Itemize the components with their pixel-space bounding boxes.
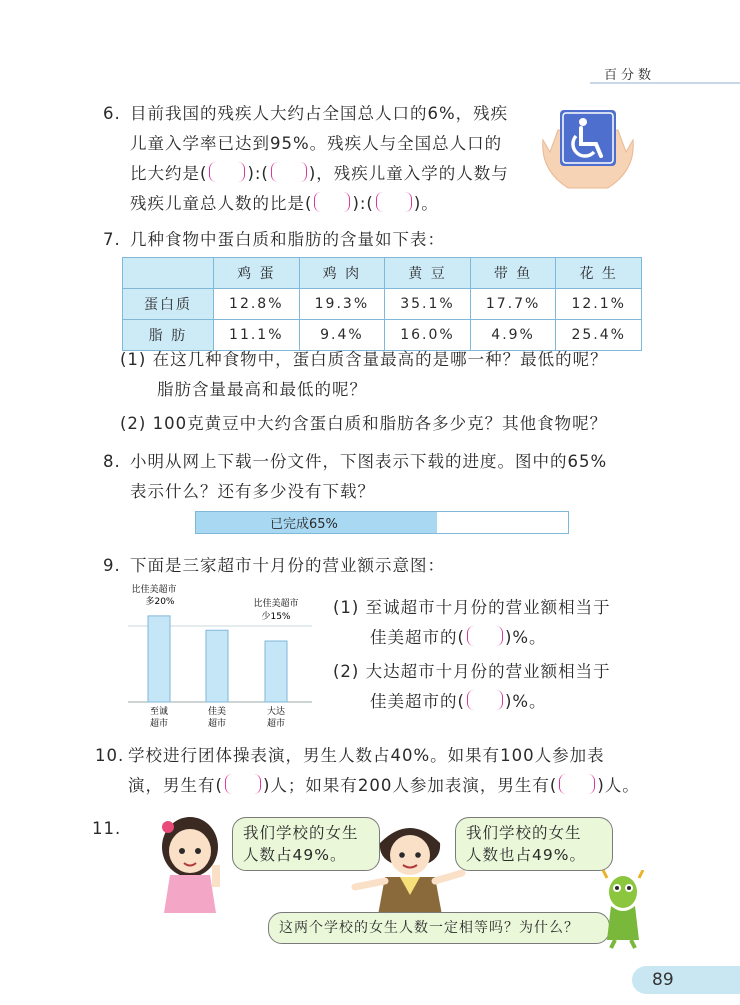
q9-sub2-line1: (2) 大达超市十月份的营业额相当于	[333, 662, 611, 681]
category-label-dada-1: 大达	[266, 707, 286, 717]
table-row	[123, 289, 642, 320]
q8-number: 8.	[103, 452, 121, 471]
girl-character-illustration	[150, 805, 245, 915]
bar-zhicheng	[148, 616, 170, 702]
table-cell: 19.3%	[299, 289, 385, 320]
category-label-jiamei-2: 超市	[207, 719, 227, 729]
q9-sub2-line2: 佳美超市的( )%。	[370, 692, 547, 711]
q7-sub2: (2) 100克黄豆中大约含蛋白质和脂肪各多少克？其他食物呢？	[120, 414, 608, 433]
q6-blank-1[interactable]	[209, 162, 245, 182]
annotation-dada-line2: 少15%	[261, 612, 291, 622]
table-row-label: 蛋白质	[123, 289, 214, 320]
page-number: 89	[652, 970, 674, 990]
table-cell: 25.4%	[556, 320, 642, 351]
table-header-cell: 鸡 肉	[299, 258, 385, 289]
table-cell: 16.0%	[385, 320, 471, 351]
girl-speech-bubble: 我们学校的女生 人数占49%。	[232, 817, 380, 871]
table-cell: 12.8%	[214, 289, 300, 320]
table-cell: 17.7%	[470, 289, 556, 320]
table-header-cell: 带 鱼	[470, 258, 556, 289]
q6-blank-4[interactable]	[376, 192, 412, 212]
q10-line2: 演，男生有( )人；如果有200人参加表演，男生有( )人。	[128, 776, 640, 795]
food-nutrition-table	[122, 257, 642, 351]
green-mascot-illustration	[595, 870, 650, 950]
q10-number: 10.	[95, 746, 125, 765]
q7-intro: 几种食物中蛋白质和脂肪的含量如下表：	[130, 230, 445, 249]
q6-line3: 比大约是( ):( )，残疾儿童入学的人数与	[130, 164, 509, 183]
q7-number: 7.	[103, 230, 121, 249]
category-label-dada-2: 超市	[266, 719, 286, 729]
q8-line1: 小明从网上下载一份文件，下图表示下载的进度。图中的65%	[130, 452, 608, 471]
q8-line2: 表示什么？还有多少没有下载？	[130, 482, 375, 501]
q9-sub1-line1: (1) 至诚超市十月份的营业额相当于	[333, 598, 611, 617]
q6-number: 6.	[103, 104, 121, 123]
table-header-cell: 黄 豆	[385, 258, 471, 289]
q9-blank-2[interactable]	[467, 690, 503, 710]
category-label-zhicheng-1: 至诚	[149, 707, 169, 717]
table-cell: 12.1%	[556, 289, 642, 320]
question-speech-bubble: 这两个学校的女生人数一定相等吗？为什么？	[268, 912, 610, 944]
q6-line1: 目前我国的残疾人大约占全国总人口的6%，残疾	[130, 104, 509, 123]
q11-number: 11.	[92, 819, 122, 838]
q10-blank-1[interactable]	[225, 774, 261, 794]
table-cell: 11.1%	[214, 320, 300, 351]
annotation-zhicheng-line2: 多20%	[145, 597, 175, 607]
q10-line1: 学校进行团体操表演，男生人数占40%。如果有100人参加表	[128, 746, 605, 765]
q7-sub1-line2: 脂肪含量最高和最低的呢？	[157, 380, 367, 399]
boy-character-illustration	[350, 815, 470, 915]
bar-dada	[265, 641, 287, 702]
q10-blank-2[interactable]	[559, 774, 595, 794]
annotation-zhicheng-line1: 比佳美超市	[131, 585, 177, 595]
bar-jiamei	[206, 630, 228, 702]
supermarket-bar-chart	[120, 580, 320, 730]
category-label-zhicheng-2: 超市	[149, 719, 169, 729]
table-cell: 35.1%	[385, 289, 471, 320]
category-label-jiamei-1: 佳美	[207, 707, 227, 717]
q6-blank-3[interactable]	[314, 192, 350, 212]
download-progress-label: 已完成65%	[270, 517, 338, 532]
annotation-dada-line1: 比佳美超市	[253, 599, 299, 609]
boy-speech-bubble: 我们学校的女生 人数也占49%。	[455, 817, 613, 871]
q9-blank-1[interactable]	[467, 626, 503, 646]
q9-number: 9.	[103, 556, 121, 575]
q6-line4: 残疾儿童总人数的比是( ):( )。	[130, 194, 439, 213]
table-corner-cell	[123, 258, 214, 289]
q9-intro: 下面是三家超市十月份的营业额示意图：	[130, 556, 445, 575]
wheelchair-sign-icon	[538, 100, 638, 192]
table-header-cell: 花 生	[556, 258, 642, 289]
table-cell: 9.4%	[299, 320, 385, 351]
q9-sub1-line2: 佳美超市的( )%。	[370, 628, 547, 647]
section-title: 百分数	[604, 68, 656, 83]
q7-sub1-line1: (1) 在这几种食物中，蛋白质含量最高的是哪一种？最低的呢？	[120, 350, 608, 369]
table-cell: 4.9%	[470, 320, 556, 351]
table-header-cell: 鸡 蛋	[214, 258, 300, 289]
q6-line2: 儿童入学率已达到95%。残疾人与全国总人口的	[130, 134, 503, 153]
page-number-tab	[632, 966, 740, 994]
table-row-label: 脂 肪	[123, 320, 214, 351]
q6-blank-2[interactable]	[271, 162, 307, 182]
table-header-row	[123, 258, 642, 289]
